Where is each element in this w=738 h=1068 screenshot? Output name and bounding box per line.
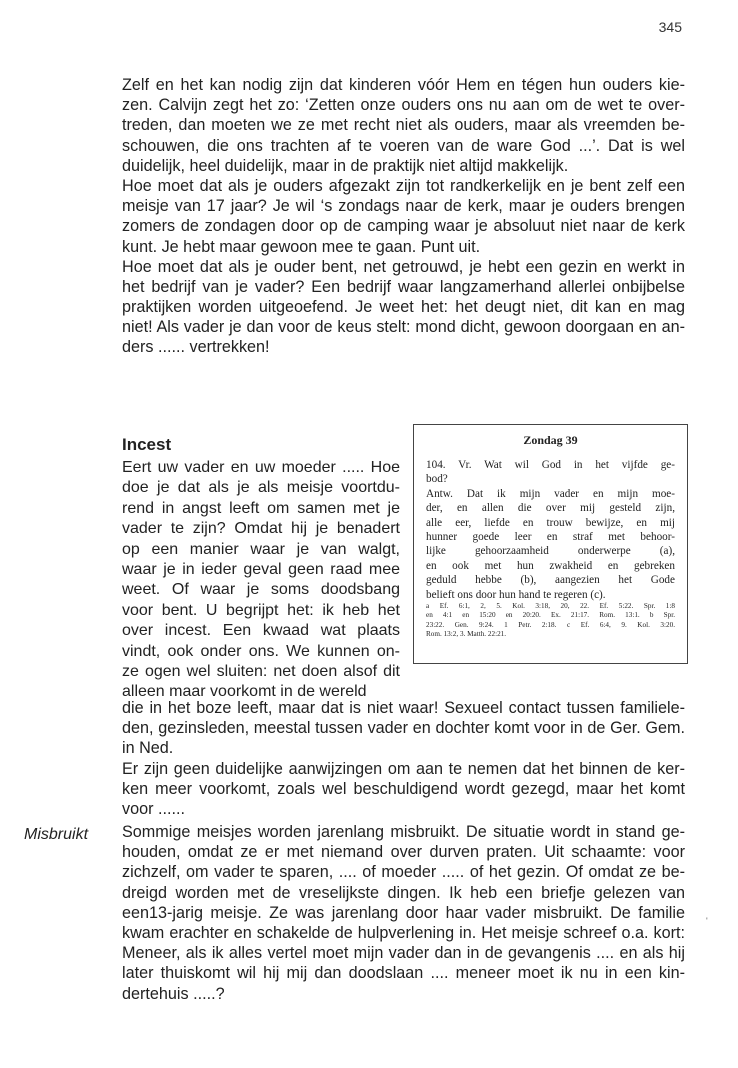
- text-line: later thuiskomt wil hij mij dan doodslaan .... meneer moet ik nu in een kin-: [122, 964, 685, 983]
- text-line: Hoe moet dat als je ouders afgezakt zijn tot randkerkelijk en je bent zelf een: [122, 176, 685, 195]
- text-line: praktijken worden uitgeoefend. Je weet het: het deugt niet, dit kan en mag: [122, 298, 685, 317]
- text-line: zomers de zondagen door op de camping waar je absoluut niet naar de kerk: [122, 217, 685, 236]
- text-line: Er zijn geen duidelijke aanwijzingen om aan te nemen dat het binnen de ker-: [122, 759, 685, 778]
- text-line: op een manier waar je van walgt,: [122, 540, 400, 558]
- text-line: dertehuis .....?: [122, 984, 225, 1003]
- text-line: vindt, ook onder ons. We kunnen on-: [122, 642, 400, 660]
- box-line: en ook met hun zwakheid en gebreken: [426, 559, 675, 572]
- box-references: a Ef. 6:1, 2, 5. Kol. 3:18, 20, 22. Ef. 5:22. Spr. 1:8: [426, 601, 675, 610]
- text-line: Meneer, als ik alles vertel moet mijn vader dan in de gevangenis .... en als hij: [122, 944, 685, 963]
- box-line: geduld hebbe (b), aangezien het Gode: [426, 574, 675, 587]
- text-line: ze ogen wel sluiten: net doen alsof dit: [122, 662, 400, 680]
- text-line: ken meer voorkomt, zoals wel beschuldigend wordt gezegd, maar het komt: [122, 779, 685, 798]
- intro-text: [122, 75, 685, 358]
- text-line: alleen maar voorkomt in de wereld: [122, 683, 367, 701]
- text-line: ders ...... vertrekken!: [122, 338, 270, 357]
- text-line: in Ned.: [122, 739, 174, 758]
- text-line: voor bent. U begrijpt het: ik heb het: [122, 601, 400, 619]
- text-line: zichzelf, om vader te sparen, .... of moeder ..... of het gezin. Of omdat ze be-: [122, 863, 685, 882]
- continuation-text: [122, 698, 685, 819]
- box-line: 104. Vr. Wat wil God in het vijfde ge-: [426, 459, 675, 471]
- box-line: der, en allen die over mij gesteld zijn,: [426, 502, 675, 515]
- page-number: 345: [658, 19, 682, 35]
- text-line: den, gezinsleden, meestal tussen vader en dochter komt voor in de Ger. Gem.: [122, 719, 685, 738]
- text-line: niet! Als vader je dan voor de keus stelt: mond dicht, gewoon doorgaan en an-: [122, 318, 685, 337]
- catechism-box: [413, 424, 688, 664]
- text-line: doe je dat als je als meisje voortdu-: [122, 479, 400, 497]
- text-line: het bedrijf van je vader? Een bedrijf waar langzamerhand allerlei onbijbelse: [122, 277, 685, 296]
- text-line: rend in angst leeft om samen met je: [122, 499, 400, 517]
- text-line: dreigd worden met de vreselijkste dingen. Ik heb een briefje gelezen van: [122, 883, 685, 902]
- text-line: Hoe moet dat als je ouder bent, net getrouwd, je hebt een gezin en werkt in: [122, 257, 685, 276]
- text-line: die in het boze leeft, maar dat is niet waar! Sexueel contact tussen familiele-: [122, 699, 685, 717]
- box-references: Rom. 13:2, 3. Matth. 22:21.: [426, 630, 507, 639]
- box-line: belieft ons door hun hand te regeren (c).: [426, 588, 606, 601]
- box-line: lijke gehoorzaamheid onderwerpe (a),: [426, 545, 675, 558]
- text-line: weet. Of waar je soms doodsbang: [122, 581, 400, 599]
- box-line: alle eer, liefde en trouw bewijze, en mij: [426, 516, 675, 529]
- text-line: meisje van 17 jaar? Je wil ‘s zondags naar de kerk, maar je ouders brengen: [122, 197, 685, 216]
- box-references: en 4:1 en 15:20 en 20:20. Ex. 21:17. Rom. 13:1. b Spr.: [426, 611, 675, 620]
- misbruikt-text: [122, 822, 685, 1004]
- box-references: 23:22. Gen. 9:24. 1 Petr. 2:18. c Ef. 6:4, 9. Kol. 3:20.: [426, 620, 675, 629]
- text-line: Eert uw vader en uw moeder ..... Hoe: [122, 459, 400, 476]
- text-line: voor ......: [122, 799, 185, 818]
- text-line: treden, dan moeten we ze met recht niet als ouders, maar als vreemden be-: [122, 116, 685, 135]
- incest-text: [122, 458, 400, 703]
- text-line: een13-jarig meisje. Ze was jarenlang door haar vader misbruikt. De familie: [122, 903, 685, 922]
- stray-mark: ': [706, 916, 708, 926]
- text-line: schouwen, die ons trachten af te voeren van de ware God ...’. Dat is wel: [122, 136, 685, 155]
- text-line: waar je in ieder geval geen raad mee: [122, 560, 400, 578]
- text-line: zen. Calvijn zegt het zo: ‘Zetten onze ouders ons nu aan om de wet te over-: [122, 96, 685, 115]
- box-title: Zondag 39: [523, 433, 578, 447]
- text-line: duidelijk, heel duidelijk, maar in de praktijk niet altijd makkelijk.: [122, 156, 569, 175]
- text-line: kwam erachter en schakelde de hulpverlening in. Het meisje schreef o.a. kort:: [122, 923, 685, 942]
- text-line: Zelf en het kan nodig zijn dat kinderen vóór Hem en tégen hun ouders kie-: [122, 76, 685, 94]
- box-line: hunner goede leer en straf met behoor-: [426, 530, 675, 543]
- text-line: kunt. Je hebt maar gewoon mee te gaan. Punt uit.: [122, 237, 481, 256]
- margin-label-misbruikt: Misbruikt: [24, 826, 89, 843]
- section-heading-incest: Incest: [122, 435, 172, 454]
- box-line: bod?: [426, 473, 448, 486]
- box-line: Antw. Dat ik mijn vader en mijn moe-: [426, 487, 675, 500]
- text-line: houden, omdat ze er met niemand over durven praten. Uit schaamte: voor: [122, 843, 685, 862]
- text-line: over incest. Een kwaad wat plaats: [122, 622, 400, 640]
- text-line: vader te zijn? Omdat hij je benadert: [122, 520, 400, 538]
- text-line: Sommige meisjes worden jarenlang misbruikt. De situatie wordt in stand ge-: [122, 823, 685, 841]
